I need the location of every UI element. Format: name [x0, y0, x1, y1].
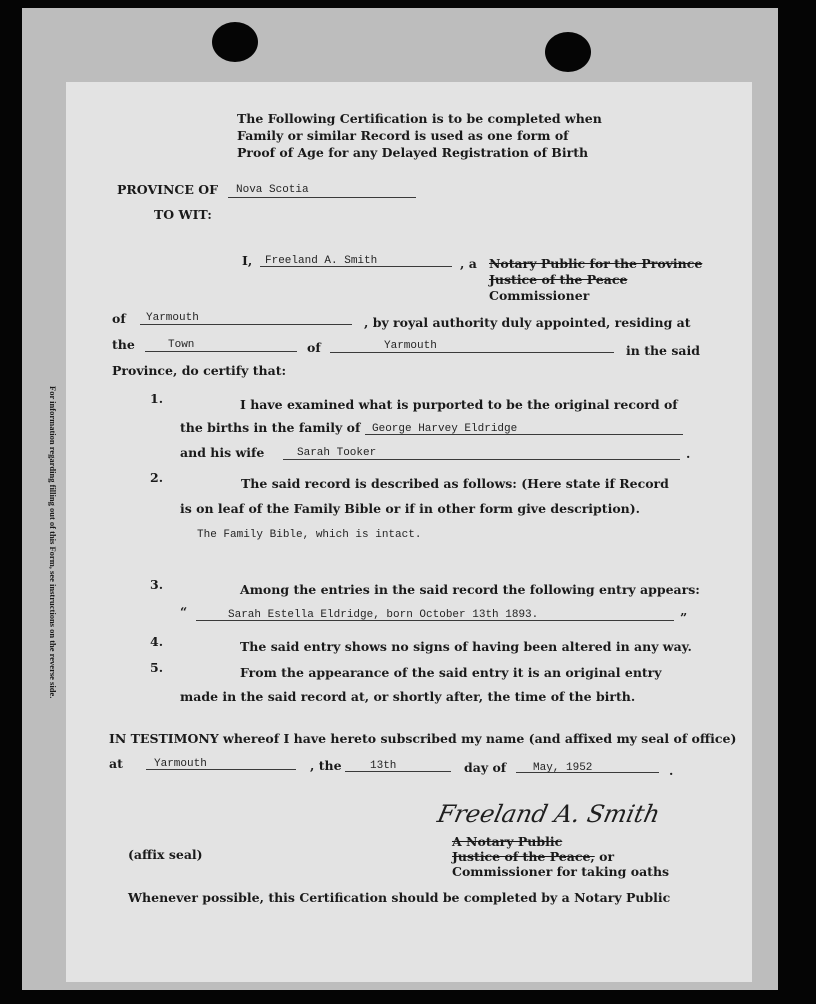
wife-name: Sarah Tooker — [297, 447, 377, 459]
item-1-period: . — [686, 446, 691, 461]
item-5-number: 5. — [150, 660, 164, 675]
item-1-number: 1. — [150, 391, 164, 406]
at-label: at — [109, 756, 123, 771]
authority-text: , by royal authority duly appointed, residing at — [364, 315, 691, 330]
day-underline — [345, 771, 451, 772]
certify-text: Province, do certify that: — [112, 363, 287, 378]
province-underline — [228, 197, 416, 198]
title-struck-justice: Justice of the Peace — [489, 272, 628, 287]
in-said-text: in the said — [626, 343, 700, 358]
declarant-prefix: I, — [242, 253, 253, 268]
header-line-1: The Following Certification is to be completed when — [237, 111, 602, 126]
day-value: 13th — [370, 760, 397, 772]
item-4-text: The said entry shows no signs of having been altered in any way. — [240, 639, 692, 654]
date-period: . — [669, 763, 674, 778]
item-1-line-2: the births in the family of — [180, 420, 361, 435]
punch-hole-left — [212, 22, 258, 62]
signature-title: Commissioner for taking oaths — [452, 864, 670, 879]
header-line-2: Family or similar Record is used as one form of — [237, 128, 569, 143]
father-name: George Harvey Eldridge — [372, 423, 518, 435]
open-quote: “ — [180, 604, 188, 619]
declarant-name: Freeland A. Smith — [265, 255, 378, 267]
of-underline — [140, 324, 352, 325]
wife-underline — [283, 459, 680, 460]
province-value: Nova Scotia — [236, 184, 309, 196]
signature-struck-justice: Justice of the Peace, — [452, 849, 595, 864]
the-label: the — [112, 337, 135, 352]
item-3-line-1: Among the entries in the said record the following entry appears: — [240, 582, 700, 597]
record-description: The Family Bible, which is intact. — [197, 529, 422, 541]
father-underline — [365, 434, 683, 435]
to-wit-label: TO WIT: — [154, 207, 212, 222]
of2-value: Yarmouth — [384, 340, 437, 352]
the-day-label: , the — [310, 758, 342, 773]
item-5-line-1: From the appearance of the said entry it is an original entry — [240, 665, 662, 680]
item-5-line-2: made in the said record at, or shortly after, the time of the birth. — [180, 689, 636, 704]
signature-struck-notary: A Notary Public — [452, 834, 563, 849]
at-value: Yarmouth — [154, 758, 207, 770]
header-line-3: Proof of Age for any Delayed Registration of Birth — [237, 145, 589, 160]
day-of-label: day of — [464, 760, 507, 775]
signature-or: or — [594, 849, 615, 864]
of2-label: of — [307, 340, 321, 355]
wife-label: and his wife — [180, 445, 265, 460]
of-label: of — [112, 311, 126, 326]
province-label: PROVINCE OF — [117, 182, 219, 197]
side-note: For information regarding filling out of this Form, see instructions on the reverse side. — [48, 386, 58, 699]
item-4-number: 4. — [150, 634, 164, 649]
footer-note: Whenever possible, this Certification should be completed by a Notary Public — [128, 890, 671, 905]
declarant-underline — [260, 266, 452, 267]
item-2-line-1: The said record is described as follows: (Here state if Record — [241, 476, 669, 491]
item-1-line-1: I have examined what is purported to be the original record of — [240, 397, 678, 412]
title-commissioner: Commissioner — [489, 288, 590, 303]
month-value: May, 1952 — [533, 762, 593, 774]
the-underline — [145, 351, 297, 352]
the-value: Town — [168, 339, 195, 351]
item-2-number: 2. — [150, 470, 164, 485]
of2-underline — [330, 352, 614, 353]
signature-justice-line — [452, 849, 614, 864]
declarant-comma-a: , a — [460, 256, 477, 271]
of-value: Yarmouth — [146, 312, 199, 324]
title-struck-notary: Notary Public for the Province — [489, 256, 703, 271]
item-2-line-2: is on leaf of the Family Bible or if in other form give description). — [180, 501, 641, 516]
handwritten-signature: Freeland A. Smith — [435, 800, 663, 828]
entry-underline — [196, 620, 674, 621]
affix-seal-label: (affix seal) — [128, 847, 203, 862]
at-underline — [146, 769, 296, 770]
month-underline — [516, 772, 659, 773]
testimony-line: IN TESTIMONY whereof I have hereto subscribed my name (and affixed my seal of office) — [109, 731, 737, 746]
birth-entry: Sarah Estella Eldridge, born October 13th 1893. — [228, 609, 539, 621]
close-quote: ” — [680, 610, 688, 625]
punch-hole-right — [545, 32, 591, 72]
item-3-number: 3. — [150, 577, 164, 592]
